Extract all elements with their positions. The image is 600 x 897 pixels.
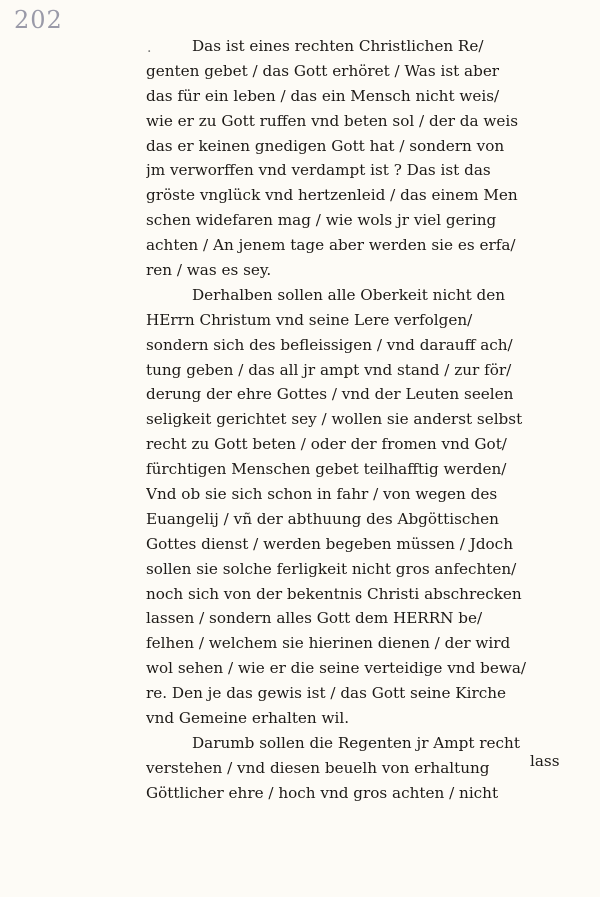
text-line: recht zu Gott beten / oder der fromen vnd Got/	[146, 435, 507, 454]
body-text	[146, 34, 596, 806]
text-line: ren / was es sey.	[146, 261, 272, 280]
text-line: sollen sie solche ferligkeit nicht gros anfechten/	[146, 559, 517, 578]
text-line: felhen / welchem sie hierinen dienen / der wird	[146, 634, 511, 653]
margin-mark: ·	[147, 44, 152, 60]
text-line: tung geben / das all jr ampt vnd stand / zur för/	[146, 360, 512, 379]
text-line: seligkeit gerichtet sey / wollen sie anderst selbst	[146, 410, 523, 429]
text-line: Gottes dienst / werden begeben müssen / Jdoch	[146, 534, 513, 553]
text-line: schen widefaren mag / wie wols jr viel gering	[146, 211, 497, 230]
page-number: 202	[14, 6, 63, 34]
text-line: Das ist eines rechten Christlichen Re/	[192, 37, 484, 55]
text-line: Göttlicher ehre / hoch vnd gros achten / nicht	[146, 783, 499, 802]
text-line: Euangelij / vñ der abthuung des Abgöttischen	[146, 509, 499, 528]
text-line: re. Den je das gewis ist / das Gott seine Kirche	[146, 684, 506, 703]
text-line: gröste vnglück vnd hertzenleid / das einem Men	[146, 186, 518, 205]
catchword: lass	[530, 752, 560, 770]
text-line: noch sich von der bekentnis Christi abschrecken	[146, 584, 522, 603]
text-line: das er keinen gnedigen Gott hat / sondern von	[146, 136, 505, 155]
text-line: vnd Gemeine erhalten wil.	[146, 709, 350, 728]
text-line: das für ein leben / das ein Mensch nicht weis/	[146, 86, 500, 105]
text-line: derung der ehre Gottes / vnd der Leuten seelen	[146, 385, 514, 404]
text-line: genten gebet / das Gott erhöret / Was ist aber	[146, 61, 500, 80]
text-line: Vnd ob sie sich schon in fahr / von wegen des	[146, 485, 498, 504]
text-line: Derhalben sollen alle Oberkeit nicht den	[192, 285, 506, 304]
text-line: jm verworffen vnd verdampt ist ? Das ist das	[146, 161, 491, 180]
text-line: achten / An jenem tage aber werden sie es erfa/	[146, 236, 516, 255]
text-line: lassen / sondern alles Gott dem HERRN be/	[146, 609, 483, 628]
text-line: wie er zu Gott ruffen vnd beten sol / der da weis	[146, 111, 519, 130]
text-line: HErrn Christum vnd seine Lere verfolgen/	[146, 310, 473, 329]
text-line: verstehen / vnd diesen beuelh von erhaltung	[146, 758, 490, 777]
text-line: Darumb sollen die Regenten jr Ampt recht	[192, 733, 520, 752]
text-line: fürchtigen Menschen gebet teilhafftig werden/	[146, 460, 507, 479]
text-line: wol sehen / wie er die seine verteidige vnd bewa/	[146, 659, 526, 678]
text-line: sondern sich des befleissigen / vnd darauff ach/	[146, 335, 513, 354]
